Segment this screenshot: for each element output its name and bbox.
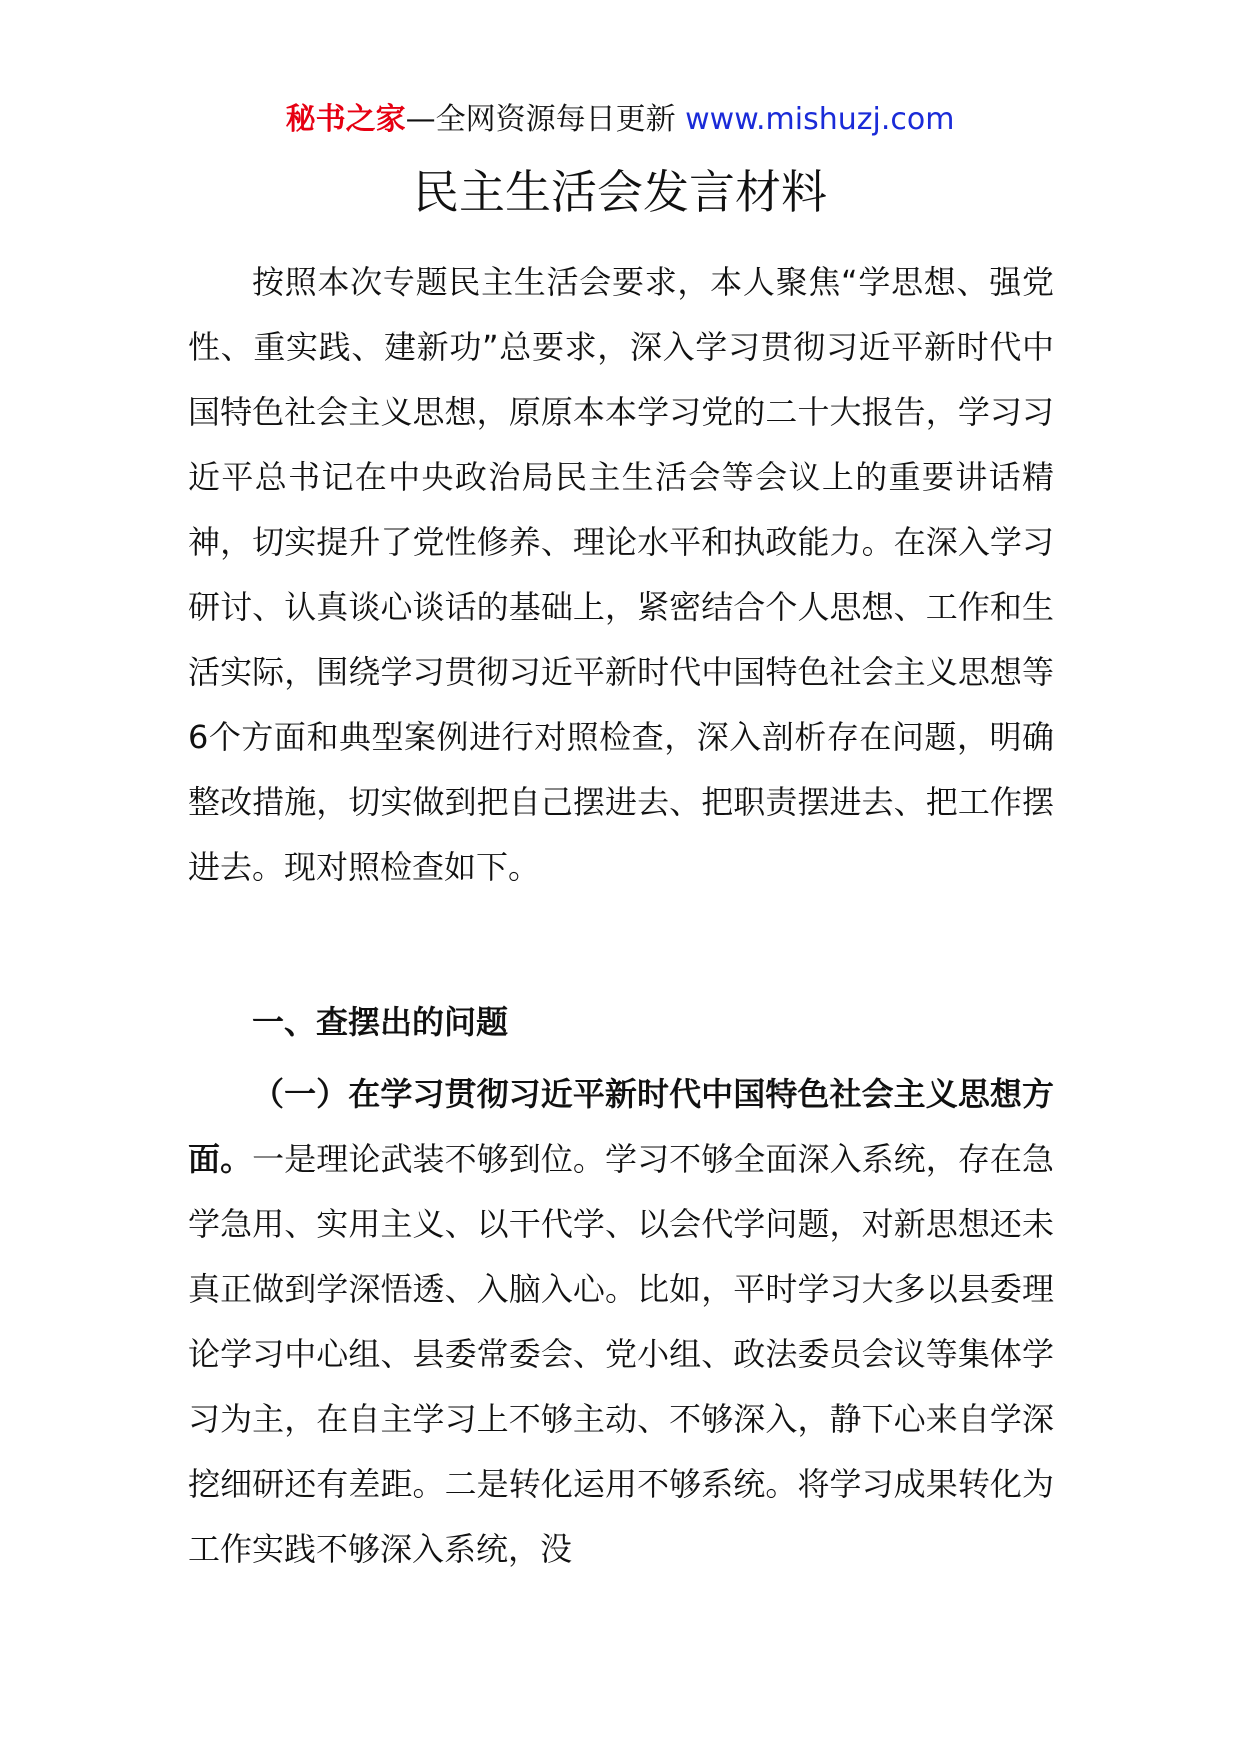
header-slogan: —全网资源每日更新 <box>405 102 686 137</box>
subsection-paragraph <box>188 1062 1054 1582</box>
brand-name: 秘书之家 <box>285 102 406 137</box>
document-title: 民主生活会发言材料 <box>413 165 827 219</box>
section-heading: 一、查摆出的问题 <box>252 1003 509 1041</box>
site-header <box>0 100 1240 140</box>
subsection-heading: （一）在学习贯彻习近平新时代中国特色社会主义思想方面。 <box>188 1075 1054 1178</box>
site-url: www.mishuzj.com <box>685 102 955 137</box>
subsection-body: 一是理论武装不够到位。学习不够全面深入系统，存在急学急用、实用主义、以干代学、以会代学问题，对新思想还未真正做到学深悟透、入脑入心。比如，平时学习大多以县委理论学习中心组、县委常委会、党小组、政法委员会议等集体学习为主，在自主学习上不够主动、不够深入，静下心来自学深挖细研还有差距。二是转化运用不够系统。将学习成果转化为工作实践不够深入系统，没 <box>188 1140 1054 1568</box>
intro-paragraph: 按照本次专题民主生活会要求，本人聚焦“学思想、强党性、重实践、建新功”总要求，深入学习贯彻习近平新时代中国特色社会主义思想，原原本本学习党的二十大报告，学习习近平总书记在中央政治局民主生活会等会议上的重要讲话精神，切实提升了党性修养、理论水平和执政能力。在深入学习研讨、认真谈心谈话的基础上，紧密结合个人思想、工作和生活实际，围绕学习贯彻习近平新时代中国特色社会主义思想等6个方面和典型案例进行对照检查，深入剖析存在问题，明确整改措施，切实做到把自己摆进去、把职责摆进去、把工作摆进去。现对照检查如下。 <box>188 263 1054 886</box>
